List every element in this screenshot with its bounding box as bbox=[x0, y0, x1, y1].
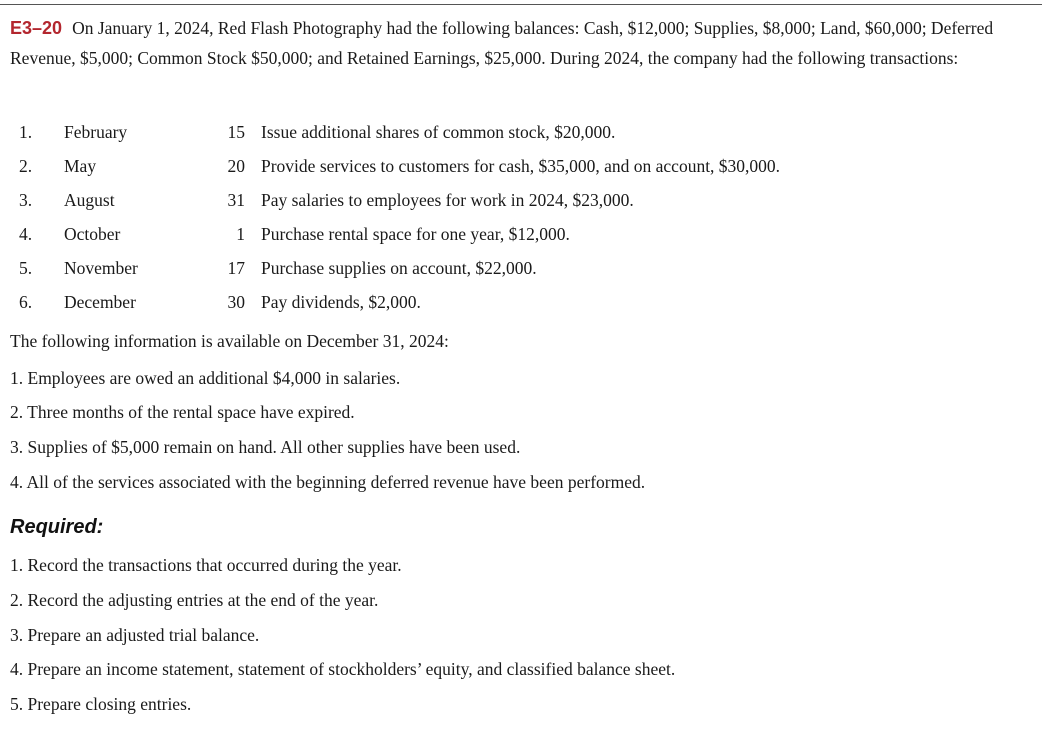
transaction-month: February bbox=[64, 122, 128, 142]
transaction-month: May bbox=[64, 156, 97, 176]
required-item: 2. Record the adjusting entries at the end of the year. bbox=[10, 590, 379, 610]
transaction-day: 31 bbox=[227, 190, 245, 210]
info-item: 4. All of the services associated with the beginning deferred revenue have been performed. bbox=[10, 472, 646, 492]
transaction-day: 17 bbox=[227, 258, 245, 278]
transaction-day: 30 bbox=[227, 292, 245, 312]
transaction-number: 5. bbox=[19, 258, 33, 278]
transaction-description: Purchase rental space for one year, $12,000. bbox=[261, 224, 570, 244]
info-item: 2. Three months of the rental space have expired. bbox=[10, 402, 355, 422]
top-divider bbox=[0, 4, 1042, 5]
transaction-row bbox=[0, 153, 1042, 179]
transaction-month: December bbox=[64, 292, 136, 312]
transaction-day: 1 bbox=[236, 224, 245, 244]
transaction-number: 4. bbox=[19, 224, 33, 244]
info-item: 1. Employees are owed an additional $4,000 in salaries. bbox=[10, 368, 401, 388]
required-heading: Required: bbox=[10, 516, 104, 538]
transaction-description: Provide services to customers for cash, $35,000, and on account, $30,000. bbox=[261, 156, 781, 176]
transaction-row bbox=[0, 119, 1042, 145]
transaction-number: 2. bbox=[19, 156, 33, 176]
required-item: 3. Prepare an adjusted trial balance. bbox=[10, 625, 260, 645]
transaction-number: 3. bbox=[19, 190, 33, 210]
transaction-row bbox=[0, 221, 1042, 247]
transaction-month: October bbox=[64, 224, 121, 244]
required-item: 5. Prepare closing entries. bbox=[10, 694, 192, 714]
transaction-row bbox=[0, 255, 1042, 281]
transaction-number: 1. bbox=[19, 122, 33, 142]
transaction-row bbox=[0, 187, 1042, 213]
transaction-description: Purchase supplies on account, $22,000. bbox=[261, 258, 537, 278]
required-item: 4. Prepare an income statement, statement of stockholders’ equity, and classified balance sheet. bbox=[10, 659, 676, 679]
transaction-description: Pay salaries to employees for work in 2024, $23,000. bbox=[261, 190, 634, 210]
transaction-number: 6. bbox=[19, 292, 33, 312]
transaction-month: August bbox=[64, 190, 115, 210]
transaction-day: 15 bbox=[227, 122, 245, 142]
required-item: 1. Record the transactions that occurred during the year. bbox=[10, 555, 402, 575]
transaction-description: Pay dividends, $2,000. bbox=[261, 292, 421, 312]
info-heading: The following information is available on December 31, 2024: bbox=[10, 331, 449, 351]
transaction-description: Issue additional shares of common stock, $20,000. bbox=[261, 122, 616, 142]
exercise-label: E3–20 bbox=[10, 18, 63, 38]
transaction-row bbox=[0, 289, 1042, 315]
exercise-intro-text: On January 1, 2024, Red Flash Photography had the following balances: Cash, $12,000; Supplies, $8,000; Land, $60,000; Deferred Revenue, $5,000; Common Stock $50,000; and Retained Earnings, $25,000. During 2024, the company had the following transactions: bbox=[10, 18, 994, 68]
info-item: 3. Supplies of $5,000 remain on hand. All other supplies have been used. bbox=[10, 437, 521, 457]
transaction-month: November bbox=[64, 258, 138, 278]
transaction-day: 20 bbox=[227, 156, 245, 176]
exercise-intro bbox=[10, 14, 1040, 73]
